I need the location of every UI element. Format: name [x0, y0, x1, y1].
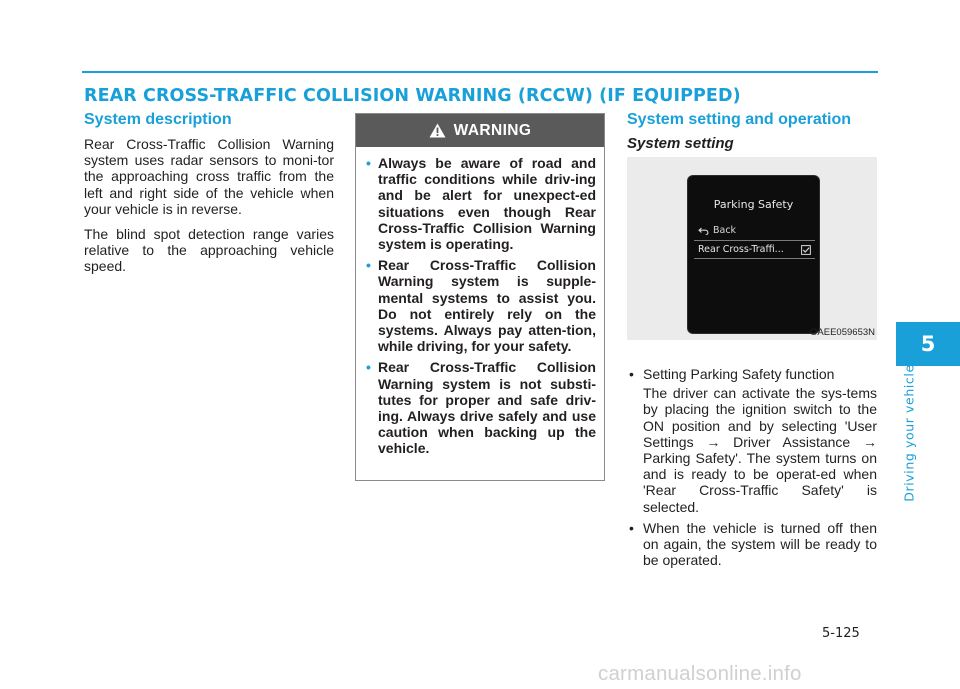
display-screen — [688, 176, 819, 333]
back-label: Back — [713, 225, 737, 236]
bullet-icon: • — [629, 366, 634, 382]
rear-cross-traffic-menu-item[interactable] — [694, 240, 815, 259]
top-divider — [82, 71, 878, 73]
warning-box — [355, 113, 605, 481]
page-number: 5-125 — [822, 626, 860, 641]
warning-item-text: Always be aware of road and traffic conditions while driv-ing and be alert for unexpect-ed situations even though Rear Cross-Traffic Collision Warning system is operating. — [378, 155, 596, 253]
system-description-heading: System description — [84, 111, 232, 128]
warning-item-text: Rear Cross-Traffic Collision Warning system is not substi-tutes for proper and safe driv-ing. Always drive safely and use caution when backing up the vehicle. — [378, 359, 596, 457]
system-description-text — [84, 136, 334, 284]
bullet-icon: • — [366, 257, 371, 274]
chapter-tab — [896, 322, 960, 366]
bullet-sub-text: The driver can activate the sys-tems by placing the ignition switch to the ON position and by selecting 'User Settings → Driver Assistance → Parking Safety'. The system turns on and is ready to be operat-ed when 'Rear Cross-Traffic Safety' is selected. — [643, 385, 877, 515]
chapter-number: 5 — [920, 332, 936, 356]
chapter-label-wrap — [896, 366, 922, 500]
setting-bullet — [627, 366, 877, 515]
warning-item-text: Rear Cross-Traffic Collision Warning system is supple-mental systems to assist you. Do not entirely rely on the systems. Always pay atten-tion, while driving, for your safety. — [378, 257, 596, 355]
bullet-main-text: When the vehicle is turned off then on again, the system will be ready to be operated. — [643, 519, 877, 569]
warning-label: WARNING — [453, 121, 532, 139]
bullet-main-text: Setting Parking Safety function — [643, 366, 835, 382]
description-paragraph: The blind spot detection range varies relative to the approaching vehicle speed. — [84, 226, 334, 275]
system-setting-subheading: System setting — [627, 135, 734, 152]
warning-list — [356, 147, 604, 457]
setting-bullets — [627, 366, 877, 572]
chapter-label: Driving your vehicle — [901, 364, 917, 502]
bullet-icon: • — [366, 359, 371, 376]
settings-screen-figure — [627, 157, 877, 340]
bullet-icon: • — [629, 519, 634, 536]
figure-code: OAEE059653N — [810, 327, 875, 338]
screen-title: Parking Safety — [713, 198, 794, 211]
back-arrow-icon — [698, 227, 709, 235]
warning-triangle-icon — [429, 123, 446, 138]
back-button[interactable] — [698, 225, 736, 236]
watermark: carmanualsonline.info — [598, 662, 802, 685]
description-paragraph: Rear Cross-Traffic Collision Warning system uses radar sensors to moni-tor the approaching cross traffic from the left and right side of the vehicle when your vehicle is in reverse. — [84, 136, 334, 217]
warning-item — [366, 359, 596, 456]
bullet-icon: • — [366, 155, 371, 171]
warning-item — [366, 257, 596, 354]
system-setting-heading: System setting and operation — [627, 111, 852, 128]
warning-header — [356, 114, 604, 147]
warning-item — [366, 155, 596, 252]
setting-bullet — [627, 520, 877, 569]
checkbox-checked-icon[interactable] — [801, 245, 811, 255]
menu-item-label: Rear Cross-Traffi... — [698, 244, 784, 255]
section-title: REAR CROSS-TRAFFIC COLLISION WARNING (RCCW) (IF EQUIPPED) — [84, 86, 741, 106]
